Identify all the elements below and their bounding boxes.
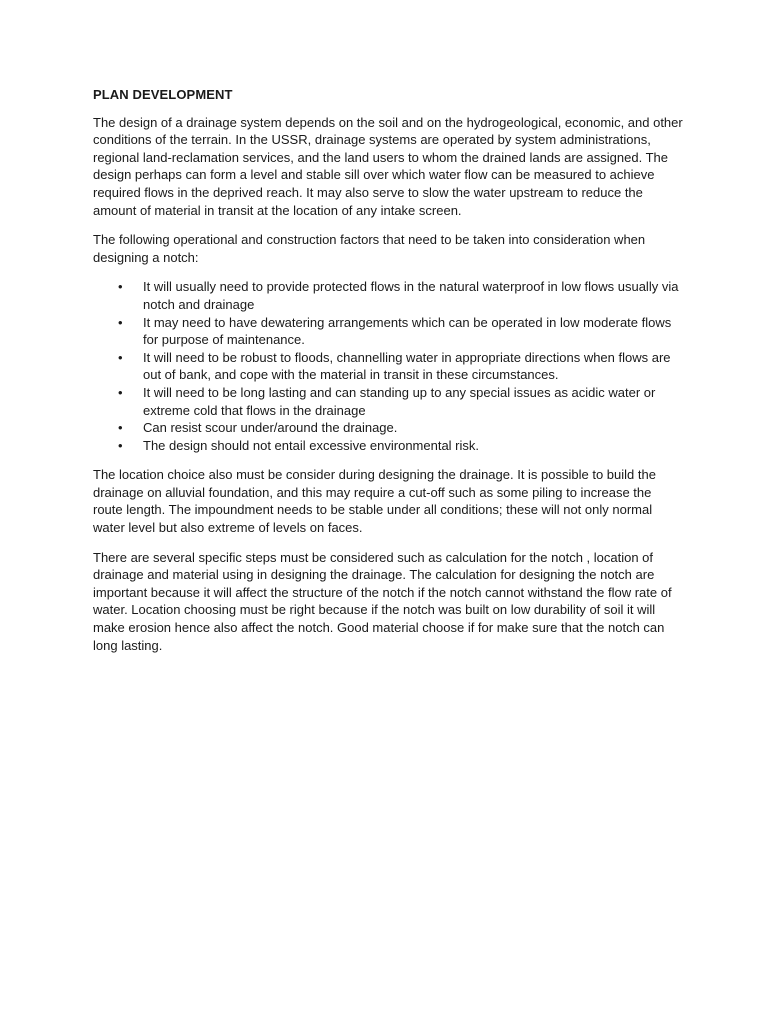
bullet-icon: • (118, 420, 123, 436)
bullet-icon: • (118, 384, 123, 400)
list-item-text: It will need to be robust to floods, channelling water in appropriate directions when flows are out of bank, and cope with the material in transit in these circumstances. (143, 349, 671, 383)
list-item-text: Can resist scour under/around the drainage. (143, 420, 398, 436)
list-item-text: It will need to be long lasting and can standing up to any special issues as acidic water or extreme cold that flows in the drainage (143, 384, 656, 418)
list-item-text: The design should not entail excessive environmental risk. (143, 437, 480, 453)
bullet-icon: • (118, 314, 123, 330)
list-item-text: It may need to have dewatering arrangements which can be operated in low moderate flows for purpose of maintenance. (143, 314, 672, 348)
bullet-icon: • (118, 349, 123, 365)
list-item-text: It will usually need to provide protected flows in the natural waterproof in low flows usually via notch and drainage (143, 279, 679, 312)
document-page (93, 86, 683, 666)
list-item (118, 419, 683, 437)
paragraph-factors-intro: The following operational and construction factors that need to be taken into consideration when designing a notch: (93, 232, 646, 265)
factors-list (93, 278, 683, 454)
list-item (118, 349, 683, 384)
list-item (118, 278, 683, 313)
list-item (118, 314, 683, 349)
page-title: PLAN DEVELOPMENT (93, 87, 233, 102)
bullet-icon: • (118, 437, 123, 453)
paragraph-drainage-design: The design of a drainage system depends on the soil and on the hydrogeological, economic, and other conditions of the terrain. In the USSR, drainage systems are operated by system administrations, regional land-reclamation services, and the land users to whom the drained lands are assigned. The design perhaps can form a level and stable sill over which water flow can be measured to achieve required flows in the deprived reach. It may also serve to slow the water upstream to reduce the amount of material in transit at the location of any intake screen. (93, 114, 683, 218)
paragraph-location-choice: The location choice also must be consider during designing the drainage. It is possible to build the drainage on alluvial foundation, and this may require a cut-off such as some piling to increase the route length. The impoundment needs to be stable under all conditions; these will not only normal water level but also extreme of levels on faces. (93, 467, 656, 536)
paragraph-specific-steps: There are several specific steps must be considered such as calculation for the notch , location of drainage and material using in designing the drainage. The calculation for designing the notch are important because it will affect the structure of the notch if the notch cannot withstand the flow rate of water. Location choosing must be right because if the notch was built on low durability of soil it will make erosion hence also affect the notch. Good material choose if for make sure that the notch can long lasting. (93, 549, 672, 653)
list-item (118, 384, 683, 419)
bullet-icon: • (118, 279, 123, 295)
list-item (118, 437, 683, 455)
